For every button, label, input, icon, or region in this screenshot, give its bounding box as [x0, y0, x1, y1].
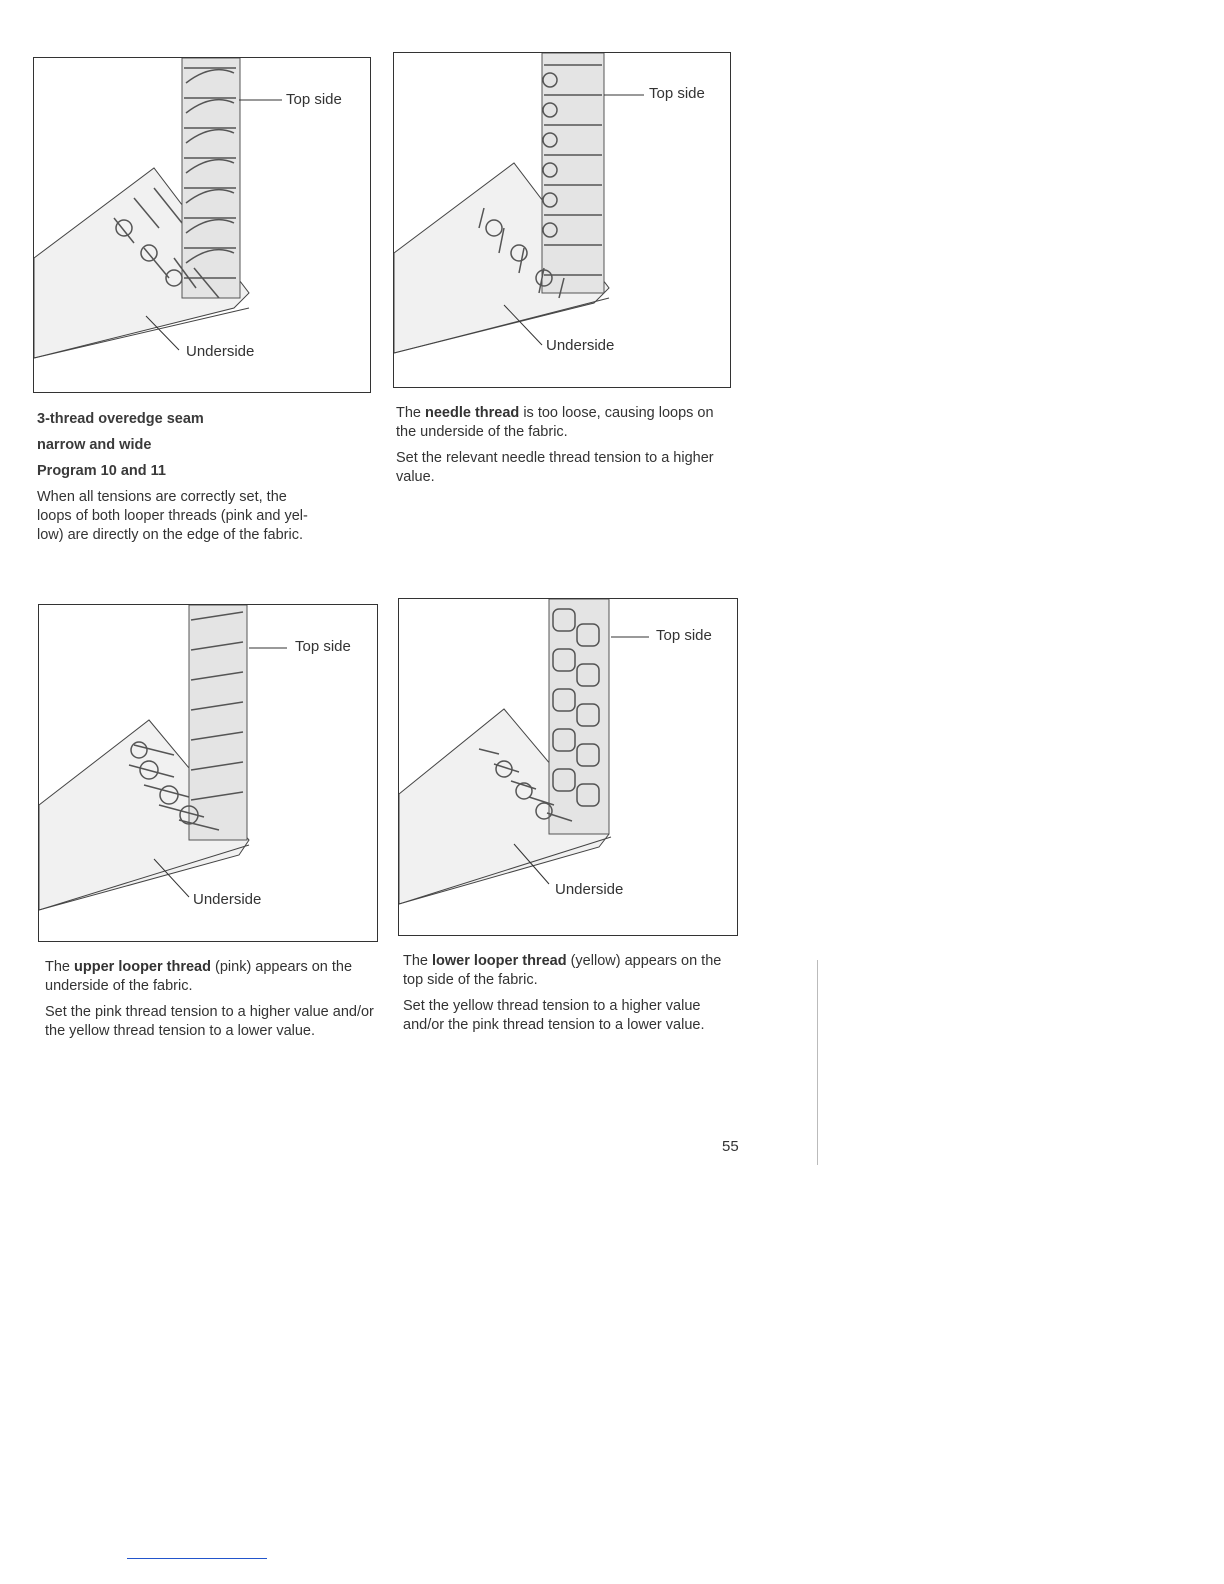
lower-looper-term: lower looper thread [432, 953, 567, 969]
figure-upper-looper [38, 604, 378, 942]
page-number: 55 [722, 1138, 739, 1155]
top-side-label: Top side [286, 91, 342, 108]
lower-description [403, 952, 738, 990]
figure-correct-tension [33, 57, 371, 393]
upper-advice: Set the pink thread tension to a higher value and/or the yellow thread tension to a lower value. [45, 1004, 374, 1039]
underside-label: Underside [193, 891, 262, 908]
caption-correct-tension [37, 410, 367, 545]
upper-description [45, 958, 380, 996]
top-side-label: Top side [649, 85, 705, 102]
lower-post: (yellow) appears on the top side of the fabric. [403, 953, 722, 988]
upper-post: (pink) appears on the underside of the fabric. [45, 959, 353, 994]
section-program: Program 10 and 11 [37, 463, 166, 479]
upper-pre: The [45, 959, 75, 975]
lower-advice: Set the yellow thread tension to a higher value and/or the pink thread tension to a lower value. [403, 998, 705, 1033]
lower-pre: The [403, 953, 433, 969]
needle-advice: Set the relevant needle thread tension to a higher value. [396, 450, 714, 485]
top-side-label: Top side [656, 627, 712, 644]
caption-needle-loose [396, 404, 726, 494]
section-subtitle: narrow and wide [37, 437, 152, 453]
figure-needle-loose [393, 52, 731, 388]
upper-looper-term: upper looper thread [74, 959, 211, 975]
bottom-rule [127, 1558, 267, 1559]
needle-post: is too loose, causing loops on the underside of the fabric. [396, 405, 714, 440]
top-side-label: Top side [295, 638, 351, 655]
needle-pre: The [396, 405, 426, 421]
underside-label: Underside [186, 343, 255, 360]
caption-upper-looper [45, 958, 380, 1048]
correct-line-2: loops of both looper threads (pink and yel- [37, 508, 308, 524]
figure-lower-looper [398, 598, 738, 936]
caption-lower-looper [403, 952, 738, 1042]
section-title: 3-thread overedge seam [37, 411, 204, 427]
needle-description [396, 404, 726, 442]
stitch-illustration-correct [34, 58, 370, 392]
correct-tension-text [37, 488, 367, 545]
scan-edge-line [817, 960, 818, 1165]
underside-label: Underside [555, 881, 624, 898]
underside-label: Underside [546, 337, 615, 354]
correct-line-3: low) are directly on the edge of the fabric. [37, 527, 303, 543]
correct-line-1: When all tensions are correctly set, the [37, 489, 287, 505]
needle-thread-term: needle thread [425, 405, 520, 421]
